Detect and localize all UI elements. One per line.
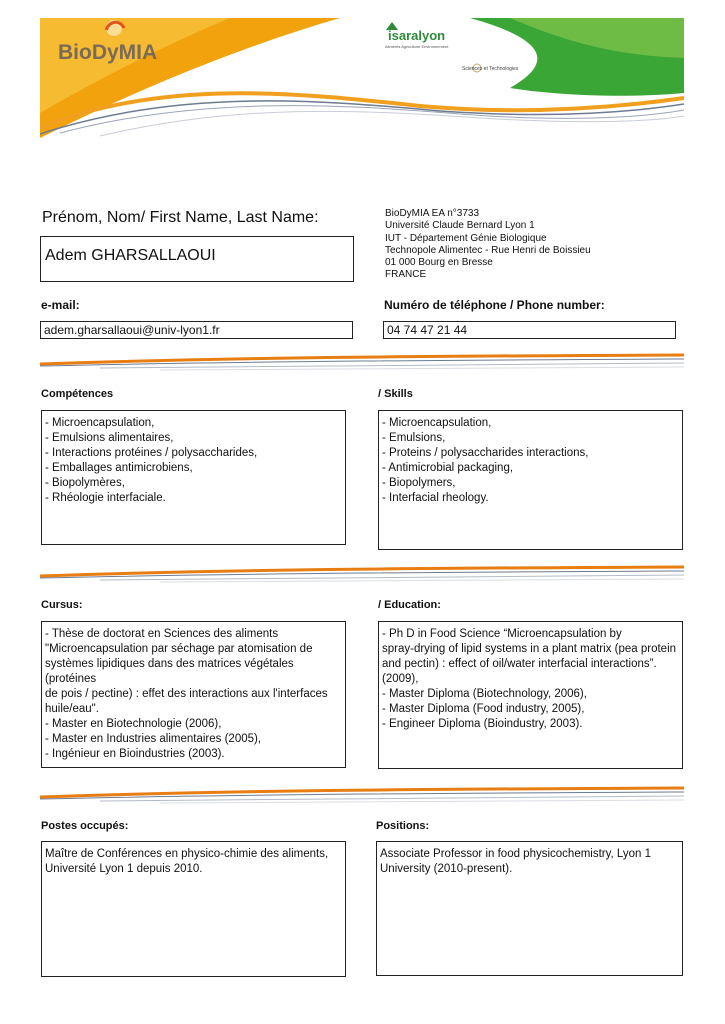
skills-label-fr: Compétences bbox=[41, 388, 114, 400]
education-box-en[interactable]: - Ph D in Food Science “Microencapsulation by spray-drying of lipid systems in a plant matrix (pea protein and pectin) : effect of oil/water interfacial interactions”. (2009), - Master Diploma (Biotechnology, 2006), - Master Diploma (Food industry, 2005), - Engineer Diploma (Bioindustry, 2003). bbox=[378, 621, 683, 769]
positions-label-en: Positions: bbox=[376, 820, 430, 832]
phone-field[interactable] bbox=[383, 321, 676, 339]
education-label-en: / Education: bbox=[378, 599, 441, 611]
positions-box-fr[interactable]: Maître de Conférences en physico-chimie des aliments, Université Lyon 1 depuis 2010. bbox=[41, 841, 346, 977]
section-divider bbox=[40, 784, 684, 806]
logo-biodymia: BioDyMIA bbox=[58, 41, 158, 64]
logo-isaralyon-subtitle: Aliments Agriculture Environnement bbox=[385, 44, 449, 49]
logo-isaralyon: isaralyon bbox=[388, 28, 446, 43]
header-banner bbox=[40, 18, 684, 138]
name-value: Adem GHARSALLAOUI bbox=[45, 247, 216, 264]
positions-label-fr: Postes occupés: bbox=[41, 820, 129, 832]
email-value: adem.gharsallaoui@univ-lyon1.fr bbox=[44, 323, 220, 337]
faculty-label: Sciences et Technologies bbox=[462, 66, 519, 72]
education-box-fr[interactable]: - Thèse de doctorat en Sciences des aliments "Microencapsulation par séchage par atomisation de systèmes lipidiques dans des matrices végétales (protéines de pois / pectine) : effet des interactions aux l'interfaces huile/eau". - Master en Biotechnologie (2006), - Master en Industries alimentaires (2005), - Ingénieur en Bioindustries (2003). bbox=[41, 621, 346, 768]
skills-box-fr[interactable]: - Microencapsulation, - Emulsions alimentaires, - Interactions protéines / polysaccharides, - Emballages antimicrobiens, - Biopolymères, - Rhéologie interfaciale. bbox=[41, 410, 346, 545]
email-field[interactable] bbox=[40, 321, 353, 339]
skills-box-en[interactable]: - Microencapsulation, - Emulsions, - Proteins / polysaccharides interactions, - Antimicrobial packaging, - Biopolymers, - Interfacial rheology. bbox=[378, 410, 683, 550]
phone-value: 04 74 47 21 44 bbox=[387, 323, 468, 337]
name-field[interactable] bbox=[40, 236, 354, 282]
education-label-fr: Cursus: bbox=[41, 599, 83, 611]
email-label: e-mail: bbox=[41, 298, 80, 312]
section-divider bbox=[40, 351, 684, 373]
name-label: Prénom, Nom/ First Name, Last Name: bbox=[42, 209, 319, 226]
skills-label-en: / Skills bbox=[378, 388, 413, 400]
section-divider bbox=[40, 563, 684, 585]
phone-label: Numéro de téléphone / Phone number: bbox=[384, 298, 605, 312]
address-block: BioDyMIA EA n°3733 Université Claude Bernard Lyon 1 IUT - Département Génie Biologique Technopole Alimentec - Rue Henri de Boissieu 01 000 Bourg en Bresse FRANCE bbox=[385, 208, 591, 281]
positions-box-en[interactable]: Associate Professor in food physicochemistry, Lyon 1 University (2010-present). bbox=[376, 841, 683, 976]
